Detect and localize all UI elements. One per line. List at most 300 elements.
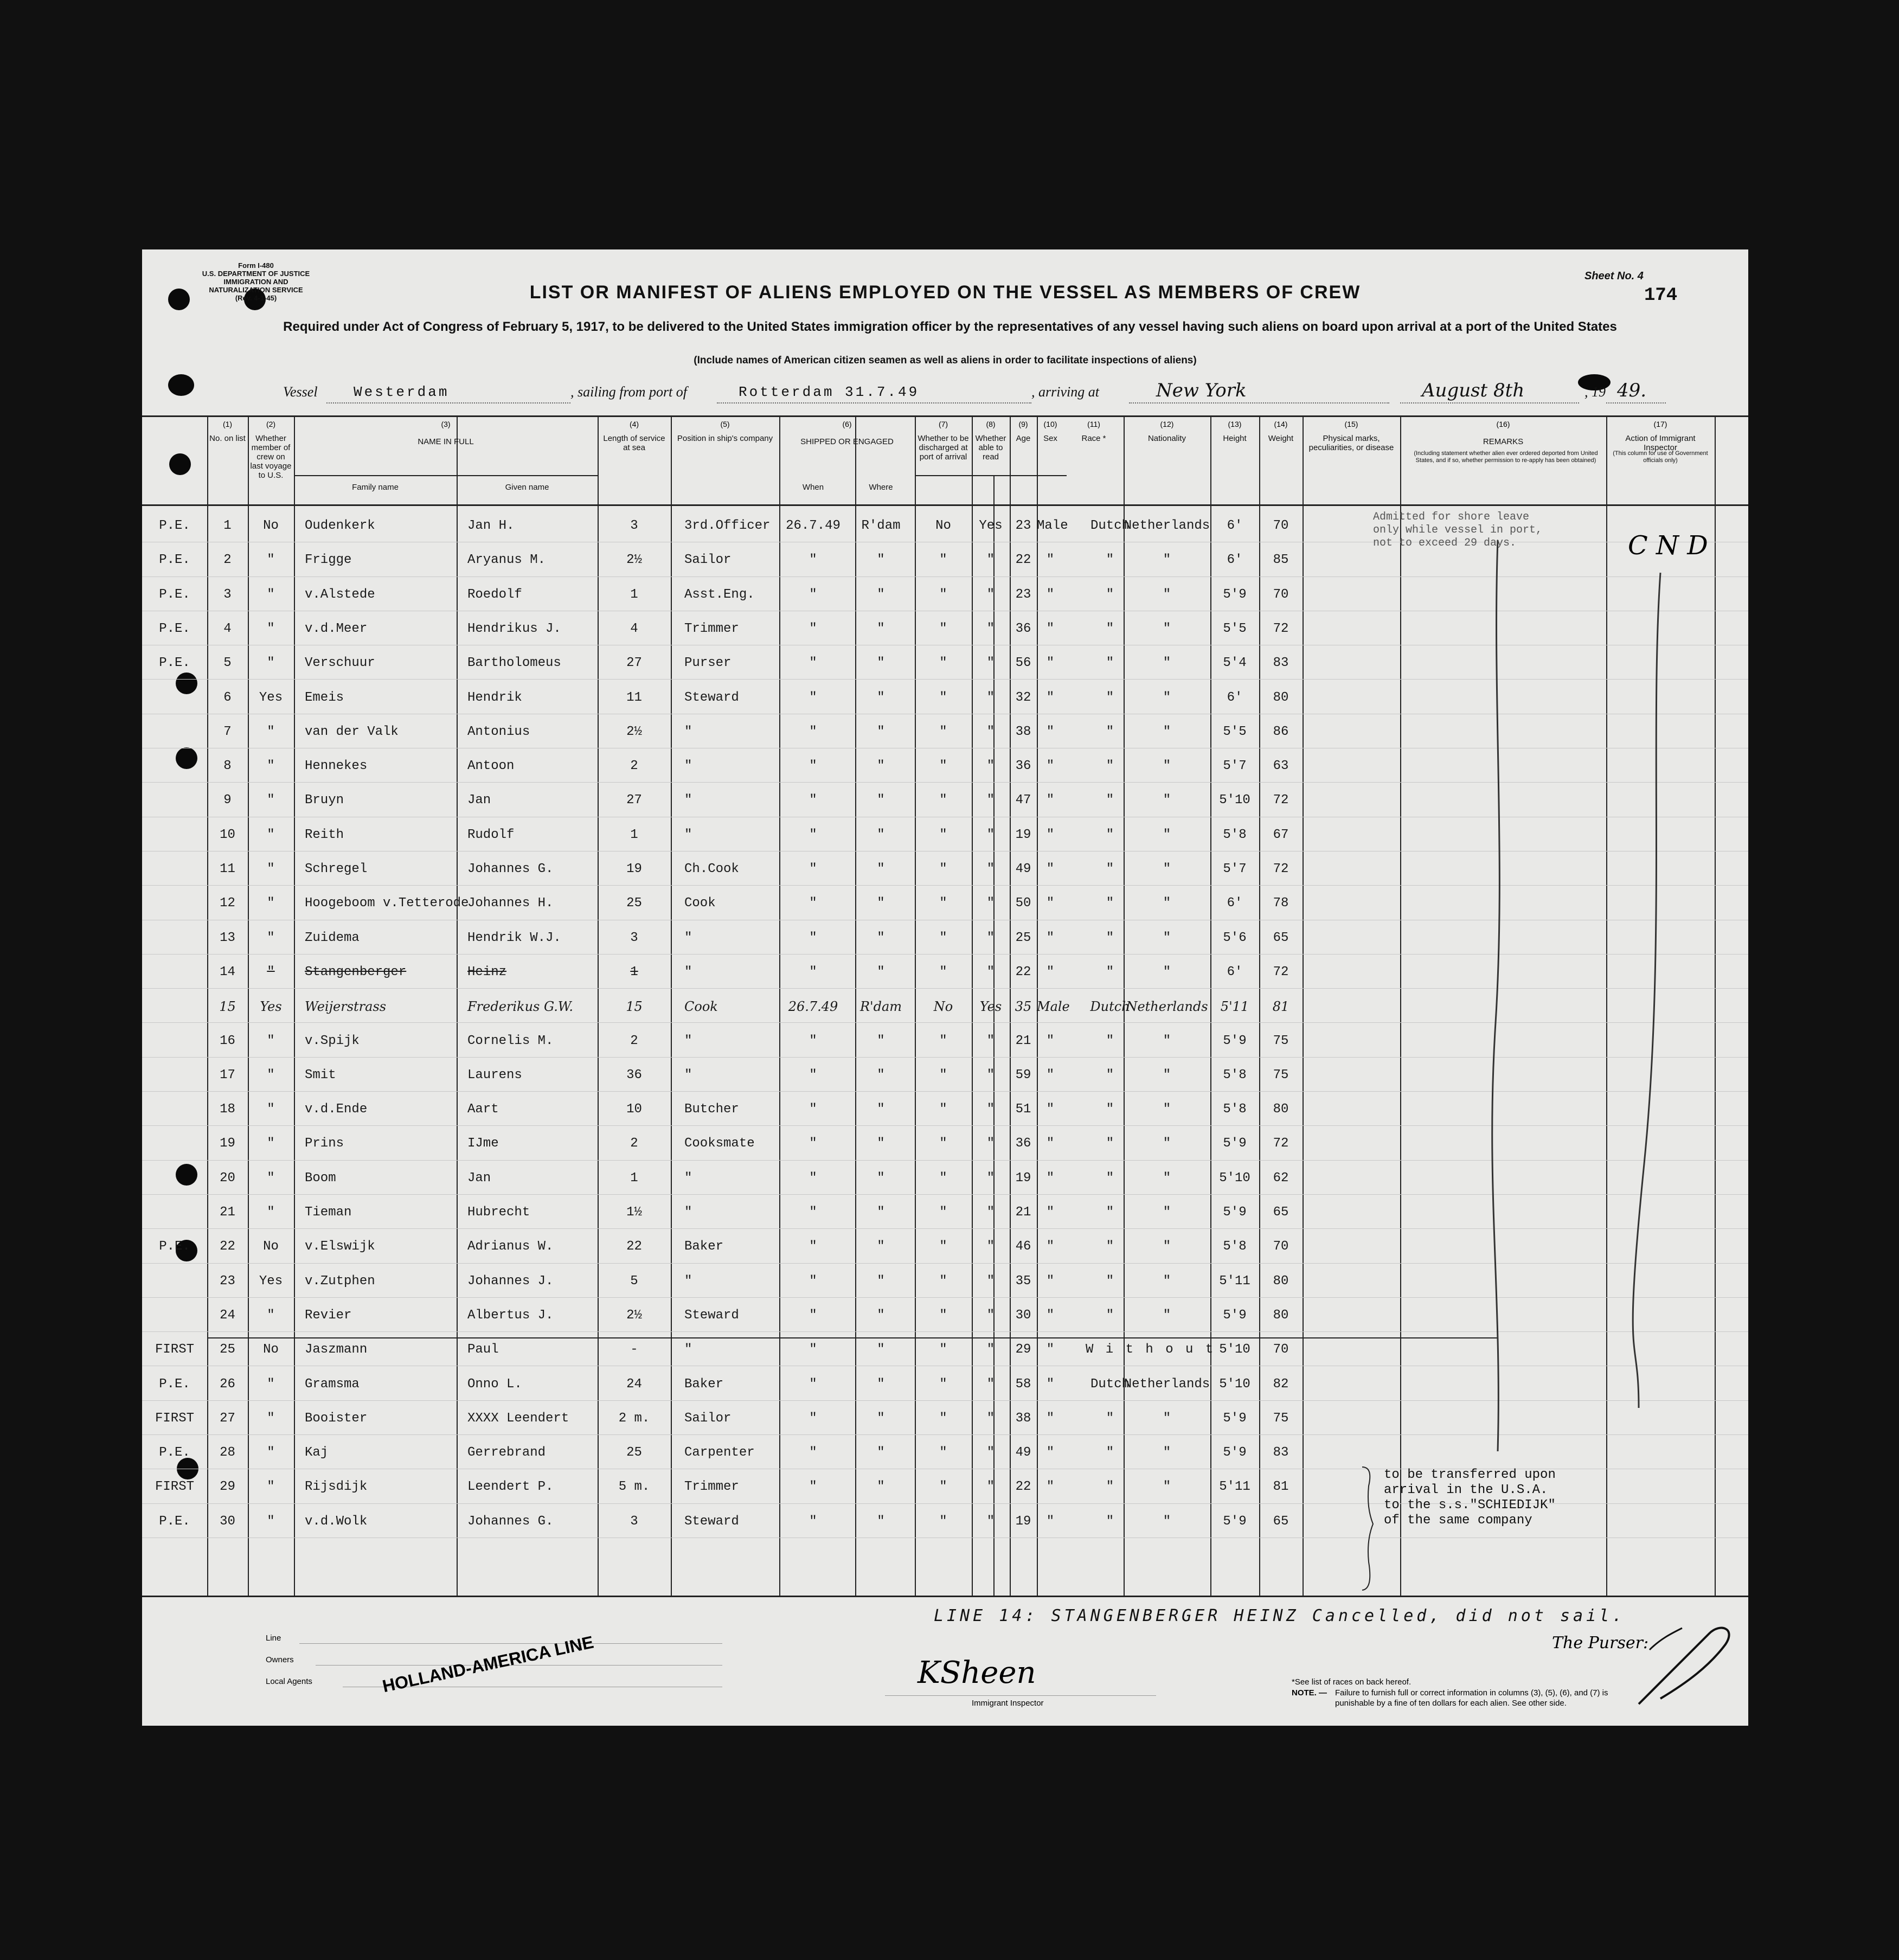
cell-weight: 75	[1273, 1411, 1289, 1426]
cell-service: 22	[626, 1239, 642, 1254]
cell-sex: "	[1046, 690, 1055, 705]
cell-read: "	[986, 930, 995, 945]
cell-position: "	[684, 930, 692, 945]
cell-sex: "	[1046, 553, 1055, 568]
cell-sex: "	[1046, 621, 1055, 636]
cell-prev: Yes	[259, 690, 283, 705]
cell-when: "	[809, 1239, 817, 1254]
cell-sex: "	[1046, 1067, 1055, 1083]
cell-family: Kaj	[305, 1445, 329, 1461]
cell-age: 19	[1015, 827, 1031, 842]
cell-position: Cooksmate	[684, 1136, 755, 1151]
cell-position: Steward	[684, 1308, 739, 1323]
transfer-brace	[1357, 1464, 1378, 1594]
cell-height: 5'9	[1223, 1411, 1247, 1426]
cell-height: 5'9	[1223, 587, 1247, 602]
cell-given: Hubrecht	[467, 1205, 530, 1220]
cell-weight: 85	[1273, 553, 1289, 568]
cell-height: 5'9	[1223, 1205, 1247, 1220]
revision: (Rev. 4-1-45)	[235, 294, 277, 302]
column-number: (9)	[1018, 420, 1028, 428]
cell-given: Hendrik W.J.	[467, 930, 561, 945]
cell-nat: "	[1163, 896, 1171, 911]
cell-service: 3	[630, 518, 638, 533]
cell-weight: 65	[1273, 1205, 1289, 1220]
cell-sex: "	[1046, 1170, 1055, 1186]
cell-race: "	[1106, 793, 1114, 808]
cell-position: Ch.Cook	[684, 862, 739, 876]
cell-disch: No	[935, 518, 951, 533]
cell-race: "	[1106, 964, 1114, 979]
cell-when: "	[809, 964, 817, 979]
cell-position: Sailor	[684, 1411, 732, 1426]
cell-no: 27	[220, 1411, 235, 1426]
cell-prev: "	[267, 621, 275, 636]
column-number: (5)	[720, 420, 730, 428]
cell-no: 20	[220, 1170, 235, 1186]
cell-read: "	[986, 1308, 995, 1323]
cell-sex: "	[1046, 793, 1055, 808]
cell-prev: "	[267, 964, 275, 979]
column-header: Position in ship's company	[677, 434, 773, 443]
cell-nat: Netherlands	[1126, 999, 1208, 1015]
cell-where: "	[877, 690, 885, 705]
column-number: (7)	[938, 420, 948, 428]
cell-family: Hennekes	[305, 759, 368, 774]
cell-no: 3	[223, 587, 232, 602]
cell-weight: 81	[1272, 999, 1289, 1015]
cell-service: 27	[626, 656, 642, 671]
cell-prev: "	[267, 1479, 275, 1495]
cell-nat: "	[1163, 1170, 1171, 1186]
cell-when: "	[809, 1342, 817, 1357]
cell-service: 1	[630, 1170, 638, 1186]
cell-sex: "	[1046, 1376, 1055, 1392]
cell-nat: "	[1163, 1479, 1171, 1495]
inspector-action: C N D	[1628, 530, 1708, 561]
cell-height: 5'11	[1219, 1273, 1250, 1289]
cell-nat: "	[1163, 930, 1171, 945]
cell-race: "	[1106, 1067, 1114, 1083]
cell-weight: 70	[1273, 587, 1289, 602]
arrival-year: 49.	[1617, 380, 1647, 401]
cell-position: "	[684, 1170, 692, 1186]
cell-given: Johannes J.	[467, 1273, 554, 1289]
cell-age: 49	[1015, 1445, 1031, 1461]
cell-service: 1	[630, 827, 638, 842]
cell-weight: 63	[1273, 759, 1289, 774]
cell-prev: "	[267, 793, 275, 808]
column-number: (17)	[1653, 420, 1667, 428]
cell-age: 30	[1015, 1308, 1031, 1323]
cell-where: "	[877, 553, 885, 568]
cell-prev: No	[263, 1342, 279, 1357]
sheet-label: Sheet No. 4	[1584, 270, 1644, 282]
cell-class: P.E.	[159, 656, 190, 671]
cell-prev: "	[267, 896, 275, 911]
header-rule	[915, 475, 1067, 476]
cell-when: "	[809, 690, 817, 705]
cell-weight: 80	[1273, 690, 1289, 705]
cell-sex: "	[1046, 827, 1055, 842]
cell-where: "	[877, 587, 885, 602]
cell-position: "	[684, 793, 692, 808]
cell-height: 6'	[1227, 518, 1243, 533]
column-number: (16)	[1496, 420, 1510, 428]
cell-disch: "	[939, 587, 947, 602]
subtitle: Required under Act of Congress of February 5, 1917, to be delivered to the United States immigration officer by the representatives of any vessel having such aliens on board upon arrival at a port of the United States	[283, 319, 1617, 334]
cell-height: 5'9	[1223, 1514, 1247, 1529]
cell-given: Jan H.	[467, 518, 515, 533]
cell-race: "	[1106, 759, 1114, 774]
cell-read: "	[986, 759, 995, 774]
cell-race: W i t h o u t	[1086, 1342, 1216, 1357]
cell-family: Weijerstrass	[305, 999, 387, 1015]
cell-disch: "	[939, 621, 947, 636]
cell-service: 4	[630, 621, 638, 636]
cell-when: "	[809, 1273, 817, 1289]
cell-read: "	[986, 1033, 995, 1048]
cell-height: 5'5	[1223, 724, 1247, 739]
cell-nat: "	[1163, 1205, 1171, 1220]
cell-prev: "	[267, 553, 275, 568]
cell-disch: "	[939, 553, 947, 568]
cell-service: 19	[626, 862, 642, 876]
column-header: SHIPPED OR ENGAGED	[800, 437, 894, 446]
cell-read: "	[986, 827, 995, 842]
cell-weight: 75	[1273, 1033, 1289, 1048]
cell-service: 2	[630, 1033, 638, 1048]
cell-height: 5'11	[1220, 999, 1249, 1015]
cell-disch: "	[939, 1342, 947, 1357]
header-rule	[294, 475, 598, 476]
cell-race: "	[1106, 621, 1114, 636]
cell-nat: "	[1163, 1445, 1171, 1461]
vessel-label: Vessel	[283, 384, 318, 400]
cell-disch: "	[939, 1479, 947, 1495]
cell-where: "	[877, 1102, 885, 1117]
cell-no: 19	[220, 1136, 235, 1151]
cell-position: "	[684, 724, 692, 739]
cell-position: "	[684, 1033, 692, 1048]
cell-given: Cornelis M.	[467, 1033, 554, 1048]
cell-sex: "	[1046, 1479, 1055, 1495]
column-number: (1)	[222, 420, 233, 428]
cell-race: "	[1106, 930, 1114, 945]
cell-sex: "	[1046, 1205, 1055, 1220]
cell-when: "	[809, 1102, 817, 1117]
cell-height: 5'6	[1223, 930, 1247, 945]
column-header: Physical marks, peculiarities, or disease	[1308, 434, 1394, 452]
cell-prev: "	[267, 587, 275, 602]
cell-family: Reith	[305, 827, 344, 842]
cell-nat: "	[1163, 827, 1171, 842]
cell-no: 7	[223, 724, 232, 739]
cell-race: "	[1106, 1205, 1114, 1220]
cell-race: "	[1106, 724, 1114, 739]
cell-age: 35	[1015, 999, 1032, 1015]
cell-family: v.Elswijk	[305, 1239, 375, 1254]
cell-disch: "	[939, 1514, 947, 1529]
cell-weight: 81	[1273, 1479, 1289, 1495]
cell-weight: 83	[1273, 1445, 1289, 1461]
cell-family: Stangenberger	[305, 964, 407, 979]
cell-prev: No	[263, 1239, 279, 1254]
cell-race: "	[1106, 896, 1114, 911]
cell-given: Leendert P.	[467, 1479, 554, 1495]
cell-given: Rudolf	[467, 827, 515, 842]
cell-age: 49	[1015, 862, 1031, 876]
cell-when: "	[809, 1376, 817, 1392]
cell-read: "	[986, 1205, 995, 1220]
cell-sex: "	[1046, 724, 1055, 739]
cell-no: 18	[220, 1102, 235, 1117]
cell-disch: "	[939, 1273, 947, 1289]
cell-prev: No	[263, 518, 279, 533]
cell-family: Hoogeboom v.Tetterode	[305, 896, 469, 911]
cell-given: Albertus J.	[467, 1308, 554, 1323]
cell-class: FIRST	[155, 1411, 194, 1426]
column-header: Whether member of crew on last voyage to U.S.	[250, 434, 292, 480]
column-header: Whether able to read	[975, 434, 1006, 462]
cell-where: "	[877, 1205, 885, 1220]
cell-when: "	[809, 930, 817, 945]
cell-where: "	[877, 827, 885, 842]
cell-family: Frigge	[305, 553, 352, 568]
cell-disch: "	[939, 1136, 947, 1151]
cell-where: "	[877, 793, 885, 808]
cell-service: 5	[630, 1273, 638, 1289]
cell-race: Dutch	[1090, 999, 1130, 1015]
cell-when: "	[809, 759, 817, 774]
arriving-label: , arriving at	[1031, 384, 1099, 400]
line-label: Line	[266, 1634, 281, 1643]
cell-nat: "	[1163, 621, 1171, 636]
cell-age: 21	[1015, 1033, 1031, 1048]
cell-family: Schregel	[305, 862, 368, 876]
cell-age: 21	[1015, 1205, 1031, 1220]
cell-read: "	[986, 1514, 995, 1529]
cell-no: 23	[220, 1273, 235, 1289]
crew-table	[142, 415, 1748, 1596]
cell-age: 56	[1015, 656, 1031, 671]
cell-given: Antonius	[467, 724, 530, 739]
cell-sex: "	[1046, 1445, 1055, 1461]
cell-sex: "	[1046, 1239, 1055, 1254]
cell-age: 29	[1015, 1342, 1031, 1357]
cell-prev: "	[267, 1136, 275, 1151]
agents-label: Local Agents	[266, 1677, 312, 1686]
cell-disch: "	[939, 724, 947, 739]
cell-race: "	[1106, 690, 1114, 705]
cancel-note: LINE 14: STANGENBERGER HEINZ Cancelled, did not sail.	[934, 1606, 1626, 1625]
cell-service: 1	[630, 964, 638, 979]
cell-read: "	[986, 1273, 995, 1289]
cell-sex: "	[1046, 1102, 1055, 1117]
cell-where: "	[877, 1273, 885, 1289]
cell-when: "	[809, 793, 817, 808]
cell-family: Oudenkerk	[305, 518, 375, 533]
cell-given: Gerrebrand	[467, 1445, 546, 1461]
column-number: (12)	[1160, 420, 1174, 428]
cell-family: Booister	[305, 1411, 368, 1426]
cell-disch: "	[939, 827, 947, 842]
cell-nat: "	[1163, 1411, 1171, 1426]
cell-no: 25	[220, 1342, 235, 1357]
cell-no: 28	[220, 1445, 235, 1461]
cell-sex: "	[1046, 656, 1055, 671]
cell-class: P.E.	[159, 587, 190, 602]
cell-disch: "	[939, 964, 947, 979]
cell-service: 15	[626, 999, 643, 1015]
cell-prev: "	[267, 759, 275, 774]
cell-weight: 70	[1273, 1239, 1289, 1254]
cell-weight: 78	[1273, 896, 1289, 911]
cell-no: 6	[223, 690, 232, 705]
cell-prev: Yes	[260, 999, 282, 1015]
subheader-where: Where	[869, 483, 893, 492]
remarks-ditto-line	[1476, 535, 1519, 1457]
cell-sex: "	[1046, 862, 1055, 876]
cell-nat: "	[1163, 1102, 1171, 1117]
cell-height: 5'8	[1223, 1102, 1247, 1117]
cell-read: "	[986, 1067, 995, 1083]
cell-given: Frederikus G.W.	[467, 999, 574, 1015]
cell-height: 5'10	[1219, 1376, 1250, 1392]
cell-read: "	[986, 1411, 995, 1426]
cell-position: Trimmer	[684, 621, 739, 636]
cell-given: Johannes G.	[467, 1514, 554, 1529]
cell-position: "	[684, 827, 692, 842]
cell-age: 38	[1015, 1411, 1031, 1426]
cell-height: 5'11	[1219, 1479, 1250, 1495]
subheader-when: When	[802, 483, 824, 492]
cell-service: 2½	[626, 553, 642, 568]
cell-prev: "	[267, 1308, 275, 1323]
cell-nat: Netherlands	[1124, 1376, 1210, 1392]
company-stamp: HOLLAND-AMERICA LINE	[381, 1632, 595, 1696]
cell-when: "	[809, 1411, 817, 1426]
cell-family: Jaszmann	[305, 1342, 368, 1357]
cell-no: 24	[220, 1308, 235, 1323]
cell-family: Bruyn	[305, 793, 344, 808]
cell-disch: "	[939, 1170, 947, 1186]
subheader-family: Family name	[352, 483, 399, 492]
inspector-signature: KSheen	[918, 1655, 1036, 1690]
cell-when: "	[809, 1445, 817, 1461]
cell-where: "	[877, 1342, 885, 1357]
cell-sex: "	[1046, 1273, 1055, 1289]
cell-position: Steward	[684, 690, 739, 705]
cell-nat: "	[1163, 1067, 1171, 1083]
cell-when: "	[809, 621, 817, 636]
cell-family: v.Alstede	[305, 587, 375, 602]
column-number: (3)	[441, 420, 451, 428]
cell-no: 13	[220, 930, 235, 945]
cell-sex: "	[1046, 1136, 1055, 1151]
cell-given: Bartholomeus	[467, 656, 561, 671]
races-note: *See list of races on back hereof.	[1292, 1677, 1412, 1687]
cell-service: 2	[630, 759, 638, 774]
cell-read: "	[986, 1445, 995, 1461]
cell-given: Jan	[467, 1170, 491, 1186]
cell-disch: "	[939, 1205, 947, 1220]
cell-prev: "	[267, 1514, 275, 1529]
cell-height: 5'8	[1223, 1239, 1247, 1254]
cell-when: "	[809, 724, 817, 739]
cell-read: "	[986, 964, 995, 979]
form-number: Form I-480	[238, 261, 274, 270]
cell-disch: "	[939, 1308, 947, 1323]
cell-class: P.E.	[159, 1445, 190, 1461]
cell-class: P.E.	[159, 518, 190, 533]
cell-position: Carpenter	[684, 1445, 755, 1461]
column-number: (2)	[266, 420, 276, 428]
cell-age: 23	[1015, 587, 1031, 602]
column-header: Whether to be discharged at port of arrival	[918, 434, 969, 462]
cell-height: 5'5	[1223, 621, 1247, 636]
cell-position: "	[684, 1205, 692, 1220]
cell-age: 23	[1015, 518, 1031, 533]
cell-given: IJme	[467, 1136, 499, 1151]
cell-weight: 65	[1273, 1514, 1289, 1529]
cell-sex: Male	[1037, 518, 1068, 533]
cell-position: "	[684, 1342, 692, 1357]
cell-prev: "	[267, 930, 275, 945]
cell-read: "	[986, 896, 995, 911]
cell-age: 36	[1015, 759, 1031, 774]
cell-class: FIRST	[155, 1342, 194, 1357]
cell-class: P.E.	[159, 621, 190, 636]
cell-where: "	[877, 1170, 885, 1186]
cell-race: "	[1106, 1514, 1114, 1529]
cell-position: 3rd.Officer	[684, 518, 771, 533]
manifest-footer	[142, 1596, 1748, 1726]
cell-sex: "	[1046, 1308, 1055, 1323]
cell-weight: 82	[1273, 1376, 1289, 1392]
cell-when: "	[809, 1136, 817, 1151]
cell-where: "	[877, 964, 885, 979]
column-header: Age	[1016, 434, 1031, 443]
cell-nat: "	[1163, 1308, 1171, 1323]
cell-age: 36	[1015, 621, 1031, 636]
cell-position: Sailor	[684, 553, 732, 568]
cell-no: 14	[220, 964, 235, 979]
cell-height: 5'8	[1223, 827, 1247, 842]
cell-sex: "	[1046, 930, 1055, 945]
cell-read: "	[986, 1376, 995, 1392]
owners-label: Owners	[266, 1655, 294, 1664]
column-number: (8)	[986, 420, 996, 428]
cell-race: "	[1106, 827, 1114, 842]
cell-service: 1	[630, 587, 638, 602]
cell-age: 22	[1015, 553, 1031, 568]
cell-read: "	[986, 862, 995, 876]
cell-when: "	[809, 1479, 817, 1495]
cell-where: "	[877, 1067, 885, 1083]
cell-age: 36	[1015, 1136, 1031, 1151]
cell-family: Rijsdijk	[305, 1479, 368, 1495]
cell-where: "	[877, 724, 885, 739]
column-number: (15)	[1344, 420, 1358, 428]
column-header: Height	[1223, 434, 1247, 443]
cell-nat: "	[1163, 1033, 1171, 1048]
cell-when: "	[809, 553, 817, 568]
cell-no: 15	[219, 999, 236, 1015]
subnote: (Include names of American citizen seamen as well as aliens in order to facilitate inspections of aliens)	[694, 355, 1197, 366]
cell-nat: "	[1163, 587, 1171, 602]
cell-nat: "	[1163, 656, 1171, 671]
